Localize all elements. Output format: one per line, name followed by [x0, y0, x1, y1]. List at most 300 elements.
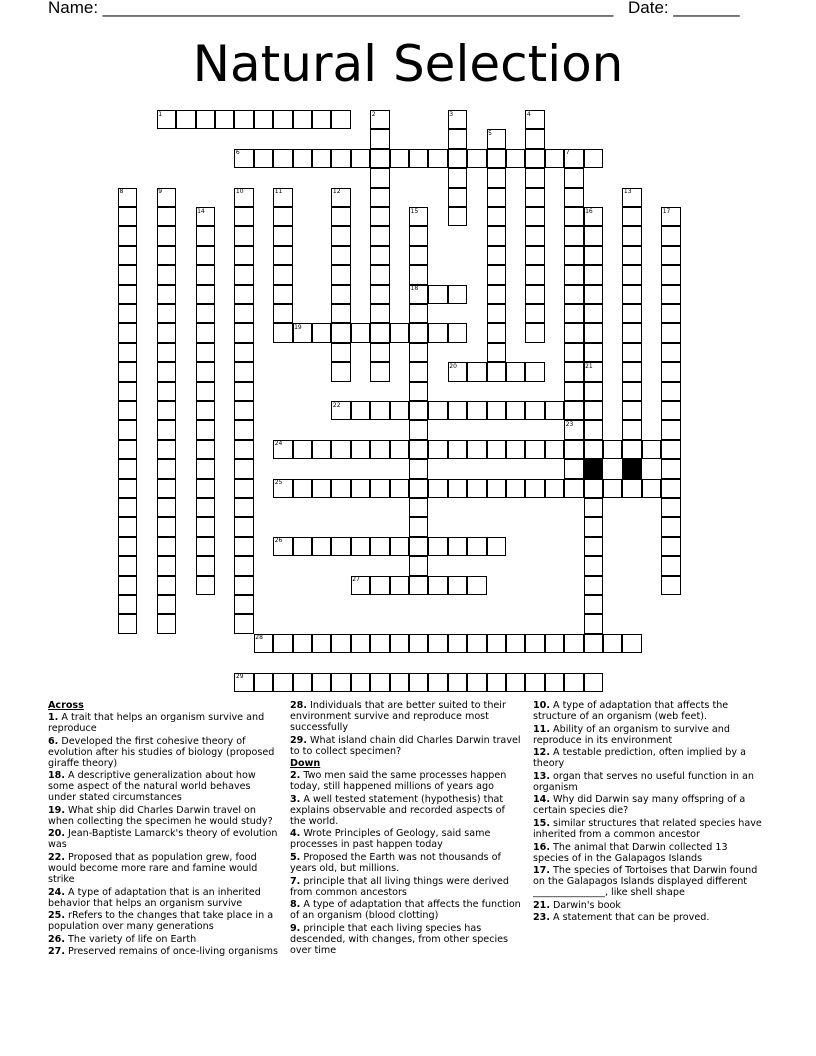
grid-cell[interactable] — [390, 537, 409, 556]
grid-cell[interactable] — [487, 149, 506, 168]
grid-cell[interactable] — [409, 673, 428, 692]
grid-cell[interactable] — [196, 285, 215, 304]
grid-cell[interactable] — [370, 576, 389, 595]
grid-cell[interactable] — [351, 634, 370, 653]
grid-cell[interactable] — [351, 673, 370, 692]
grid-cell[interactable] — [564, 246, 583, 265]
grid-cell[interactable] — [331, 304, 350, 323]
grid-cell[interactable] — [331, 246, 350, 265]
grid-cell[interactable] — [118, 304, 137, 323]
grid-cell[interactable] — [312, 149, 331, 168]
grid-cell[interactable] — [584, 343, 603, 362]
grid-cell[interactable] — [409, 440, 428, 459]
grid-cell[interactable] — [506, 440, 525, 459]
grid-cell[interactable] — [467, 537, 486, 556]
grid-cell[interactable] — [196, 440, 215, 459]
grid-cell[interactable] — [351, 149, 370, 168]
grid-cell[interactable] — [118, 498, 137, 517]
grid-cell[interactable] — [331, 188, 350, 207]
grid-cell[interactable] — [467, 576, 486, 595]
grid-cell[interactable] — [331, 673, 350, 692]
grid-cell[interactable] — [370, 265, 389, 284]
grid-cell[interactable] — [118, 343, 137, 362]
grid-cell[interactable] — [428, 537, 447, 556]
grid-cell[interactable] — [196, 323, 215, 342]
grid-cell[interactable] — [661, 498, 680, 517]
grid-cell[interactable] — [157, 323, 176, 342]
grid-cell[interactable] — [584, 614, 603, 633]
grid-cell[interactable] — [584, 207, 603, 226]
grid-cell[interactable] — [273, 440, 292, 459]
grid-cell[interactable] — [584, 556, 603, 575]
grid-cell[interactable] — [584, 517, 603, 536]
grid-cell[interactable] — [118, 459, 137, 478]
grid-cell[interactable] — [661, 226, 680, 245]
grid-cell[interactable] — [370, 188, 389, 207]
grid-cell[interactable] — [118, 576, 137, 595]
grid-cell[interactable] — [622, 420, 641, 439]
grid-cell[interactable] — [234, 343, 253, 362]
grid-cell[interactable] — [409, 634, 428, 653]
grid-cell[interactable] — [487, 479, 506, 498]
grid-cell[interactable] — [448, 362, 467, 381]
grid-cell[interactable] — [661, 440, 680, 459]
grid-cell[interactable] — [467, 673, 486, 692]
grid-cell[interactable] — [428, 401, 447, 420]
grid-cell[interactable] — [506, 634, 525, 653]
grid-cell[interactable] — [390, 440, 409, 459]
grid-cell[interactable] — [661, 517, 680, 536]
grid-cell[interactable] — [234, 537, 253, 556]
grid-cell[interactable] — [234, 226, 253, 245]
grid-cell[interactable] — [487, 537, 506, 556]
grid-cell[interactable] — [331, 323, 350, 342]
grid-cell[interactable] — [622, 362, 641, 381]
grid-cell[interactable] — [487, 343, 506, 362]
grid-cell[interactable] — [370, 129, 389, 148]
grid-cell[interactable] — [525, 440, 544, 459]
grid-cell[interactable] — [487, 673, 506, 692]
grid-cell[interactable] — [661, 343, 680, 362]
grid-cell[interactable] — [118, 323, 137, 342]
grid-cell[interactable] — [622, 401, 641, 420]
grid-cell[interactable] — [390, 673, 409, 692]
grid-cell[interactable] — [487, 168, 506, 187]
grid-cell[interactable] — [487, 188, 506, 207]
grid-cell[interactable] — [234, 673, 253, 692]
grid-cell[interactable] — [157, 304, 176, 323]
grid-cell[interactable] — [196, 459, 215, 478]
grid-cell[interactable] — [564, 440, 583, 459]
grid-cell[interactable] — [118, 226, 137, 245]
grid-cell[interactable] — [196, 265, 215, 284]
grid-cell[interactable] — [525, 129, 544, 148]
grid-cell[interactable] — [428, 149, 447, 168]
grid-cell[interactable] — [118, 246, 137, 265]
grid-cell[interactable] — [525, 479, 544, 498]
grid-cell[interactable] — [118, 479, 137, 498]
grid-cell[interactable] — [622, 207, 641, 226]
grid-cell[interactable] — [351, 537, 370, 556]
grid-cell[interactable] — [312, 634, 331, 653]
grid-cell[interactable] — [390, 576, 409, 595]
grid-cell[interactable] — [448, 129, 467, 148]
grid-cell[interactable] — [564, 673, 583, 692]
grid-cell[interactable] — [409, 517, 428, 536]
grid-cell[interactable] — [564, 168, 583, 187]
grid-cell[interactable] — [331, 479, 350, 498]
grid-cell[interactable] — [545, 673, 564, 692]
grid-cell[interactable] — [157, 614, 176, 633]
grid-cell[interactable] — [157, 459, 176, 478]
grid-cell[interactable] — [196, 207, 215, 226]
grid-cell[interactable] — [370, 673, 389, 692]
grid-cell[interactable] — [234, 517, 253, 536]
grid-cell[interactable] — [157, 265, 176, 284]
grid-cell[interactable] — [196, 226, 215, 245]
grid-cell[interactable] — [234, 207, 253, 226]
grid-cell[interactable] — [370, 304, 389, 323]
grid-cell[interactable] — [370, 246, 389, 265]
grid-cell[interactable] — [467, 149, 486, 168]
grid-cell[interactable] — [331, 537, 350, 556]
grid-cell[interactable] — [603, 479, 622, 498]
grid-cell[interactable] — [428, 634, 447, 653]
grid-cell[interactable] — [157, 440, 176, 459]
grid-cell[interactable] — [370, 362, 389, 381]
grid-cell[interactable] — [506, 401, 525, 420]
grid-cell[interactable] — [234, 285, 253, 304]
grid-cell[interactable] — [157, 110, 176, 129]
grid-cell[interactable] — [370, 149, 389, 168]
grid-cell[interactable] — [409, 556, 428, 575]
grid-cell[interactable] — [584, 420, 603, 439]
grid-cell[interactable] — [312, 537, 331, 556]
grid-cell[interactable] — [196, 401, 215, 420]
grid-cell[interactable] — [448, 285, 467, 304]
grid-cell[interactable] — [564, 459, 583, 478]
grid-cell[interactable] — [584, 537, 603, 556]
grid-cell[interactable] — [273, 537, 292, 556]
grid-cell[interactable] — [331, 285, 350, 304]
grid-cell[interactable] — [661, 304, 680, 323]
grid-cell[interactable] — [564, 323, 583, 342]
grid-cell[interactable] — [234, 323, 253, 342]
grid-cell[interactable] — [525, 304, 544, 323]
grid-cell[interactable] — [331, 265, 350, 284]
grid-cell[interactable] — [293, 110, 312, 129]
grid-cell[interactable] — [370, 207, 389, 226]
grid-cell[interactable] — [642, 440, 661, 459]
grid-cell[interactable] — [525, 246, 544, 265]
grid-cell[interactable] — [487, 634, 506, 653]
grid-cell[interactable] — [564, 634, 583, 653]
grid-cell[interactable] — [525, 401, 544, 420]
grid-cell[interactable] — [118, 188, 137, 207]
grid-cell[interactable] — [157, 420, 176, 439]
grid-cell[interactable] — [196, 304, 215, 323]
grid-cell[interactable] — [467, 401, 486, 420]
grid-cell[interactable] — [234, 440, 253, 459]
grid-cell[interactable] — [584, 634, 603, 653]
grid-cell[interactable] — [273, 323, 292, 342]
grid-cell[interactable] — [118, 556, 137, 575]
grid-cell[interactable] — [622, 188, 641, 207]
grid-cell[interactable] — [661, 420, 680, 439]
grid-cell[interactable] — [118, 265, 137, 284]
grid-cell[interactable] — [118, 362, 137, 381]
grid-cell[interactable] — [196, 556, 215, 575]
name-field-label[interactable]: Name: ______________________________________________________ — [48, 0, 614, 17]
grid-cell[interactable] — [409, 537, 428, 556]
grid-cell[interactable] — [487, 246, 506, 265]
grid-cell[interactable] — [157, 362, 176, 381]
grid-cell[interactable] — [622, 285, 641, 304]
grid-cell[interactable] — [487, 265, 506, 284]
grid-cell[interactable] — [448, 537, 467, 556]
grid-cell[interactable] — [293, 323, 312, 342]
grid-cell[interactable] — [409, 207, 428, 226]
grid-cell[interactable] — [564, 479, 583, 498]
grid-cell[interactable] — [157, 576, 176, 595]
grid-cell[interactable] — [564, 401, 583, 420]
grid-cell[interactable] — [525, 285, 544, 304]
grid-cell[interactable] — [545, 479, 564, 498]
grid-cell[interactable] — [409, 304, 428, 323]
grid-cell[interactable] — [448, 207, 467, 226]
grid-cell[interactable] — [448, 110, 467, 129]
grid-cell[interactable] — [234, 246, 253, 265]
grid-cell[interactable] — [525, 673, 544, 692]
grid-cell[interactable] — [622, 479, 641, 498]
grid-cell[interactable] — [467, 634, 486, 653]
grid-cell[interactable] — [254, 149, 273, 168]
grid-cell[interactable] — [234, 420, 253, 439]
grid-cell[interactable] — [448, 576, 467, 595]
grid-cell[interactable] — [584, 673, 603, 692]
grid-cell[interactable] — [351, 576, 370, 595]
grid-cell[interactable] — [584, 401, 603, 420]
grid-cell[interactable] — [487, 401, 506, 420]
grid-cell[interactable] — [234, 265, 253, 284]
grid-cell[interactable] — [351, 479, 370, 498]
grid-cell[interactable] — [234, 498, 253, 517]
grid-cell[interactable] — [351, 401, 370, 420]
grid-cell[interactable] — [293, 673, 312, 692]
grid-cell[interactable] — [390, 149, 409, 168]
grid-cell[interactable] — [118, 207, 137, 226]
grid-cell[interactable] — [273, 265, 292, 284]
grid-cell[interactable] — [448, 168, 467, 187]
grid-cell[interactable] — [584, 323, 603, 342]
grid-cell[interactable] — [428, 673, 447, 692]
grid-cell[interactable] — [118, 517, 137, 536]
grid-cell[interactable] — [234, 362, 253, 381]
grid-cell[interactable] — [273, 673, 292, 692]
grid-cell[interactable] — [157, 382, 176, 401]
grid-cell[interactable] — [118, 614, 137, 633]
grid-cell[interactable] — [409, 382, 428, 401]
grid-cell[interactable] — [564, 207, 583, 226]
grid-cell[interactable] — [312, 323, 331, 342]
grid-cell[interactable] — [196, 246, 215, 265]
grid-cell[interactable] — [351, 440, 370, 459]
grid-cell[interactable] — [234, 401, 253, 420]
grid-cell[interactable] — [157, 401, 176, 420]
grid-cell[interactable] — [273, 634, 292, 653]
grid-cell[interactable] — [564, 265, 583, 284]
grid-cell[interactable] — [409, 323, 428, 342]
grid-cell[interactable] — [118, 537, 137, 556]
grid-cell[interactable] — [545, 440, 564, 459]
grid-cell[interactable] — [196, 517, 215, 536]
grid-cell[interactable] — [409, 420, 428, 439]
grid-cell[interactable] — [409, 246, 428, 265]
grid-cell[interactable] — [661, 576, 680, 595]
grid-cell[interactable] — [409, 401, 428, 420]
grid-cell[interactable] — [584, 265, 603, 284]
grid-cell[interactable] — [196, 537, 215, 556]
grid-cell[interactable] — [448, 149, 467, 168]
grid-cell[interactable] — [661, 265, 680, 284]
grid-cell[interactable] — [234, 576, 253, 595]
grid-cell[interactable] — [584, 576, 603, 595]
grid-cell[interactable] — [273, 285, 292, 304]
grid-cell[interactable] — [622, 323, 641, 342]
date-field-label[interactable]: Date: _______ — [628, 0, 740, 17]
grid-cell[interactable] — [525, 323, 544, 342]
grid-cell[interactable] — [487, 323, 506, 342]
grid-cell[interactable] — [370, 226, 389, 245]
grid-cell[interactable] — [525, 226, 544, 245]
grid-cell[interactable] — [196, 382, 215, 401]
grid-cell[interactable] — [448, 673, 467, 692]
grid-cell[interactable] — [428, 576, 447, 595]
grid-cell[interactable] — [603, 440, 622, 459]
grid-cell[interactable] — [506, 673, 525, 692]
grid-cell[interactable] — [234, 149, 253, 168]
grid-cell[interactable] — [118, 401, 137, 420]
grid-cell[interactable] — [487, 285, 506, 304]
grid-cell[interactable] — [622, 265, 641, 284]
grid-cell[interactable] — [409, 265, 428, 284]
grid-cell[interactable] — [467, 362, 486, 381]
grid-cell[interactable] — [661, 323, 680, 342]
grid-cell[interactable] — [157, 188, 176, 207]
grid-cell[interactable] — [584, 479, 603, 498]
grid-cell[interactable] — [661, 285, 680, 304]
grid-cell[interactable] — [545, 634, 564, 653]
grid-cell[interactable] — [312, 440, 331, 459]
grid-cell[interactable] — [196, 576, 215, 595]
grid-cell[interactable] — [487, 207, 506, 226]
grid-cell[interactable] — [331, 226, 350, 245]
grid-cell[interactable] — [118, 440, 137, 459]
grid-cell[interactable] — [584, 595, 603, 614]
grid-cell[interactable] — [409, 498, 428, 517]
grid-cell[interactable] — [487, 129, 506, 148]
grid-cell[interactable] — [331, 440, 350, 459]
grid-cell[interactable] — [487, 226, 506, 245]
grid-cell[interactable] — [370, 634, 389, 653]
grid-cell[interactable] — [273, 207, 292, 226]
grid-cell[interactable] — [525, 265, 544, 284]
grid-cell[interactable] — [312, 479, 331, 498]
grid-cell[interactable] — [409, 479, 428, 498]
grid-cell[interactable] — [642, 479, 661, 498]
grid-cell[interactable] — [661, 556, 680, 575]
grid-cell[interactable] — [448, 188, 467, 207]
grid-cell[interactable] — [118, 420, 137, 439]
grid-cell[interactable] — [312, 110, 331, 129]
grid-cell[interactable] — [564, 149, 583, 168]
grid-cell[interactable] — [331, 149, 350, 168]
grid-cell[interactable] — [525, 634, 544, 653]
grid-cell[interactable] — [118, 595, 137, 614]
grid-cell[interactable] — [234, 459, 253, 478]
grid-cell[interactable] — [487, 304, 506, 323]
grid-cell[interactable] — [622, 304, 641, 323]
grid-cell[interactable] — [196, 498, 215, 517]
grid-cell[interactable] — [448, 479, 467, 498]
grid-cell[interactable] — [370, 537, 389, 556]
grid-cell[interactable] — [564, 285, 583, 304]
grid-cell[interactable] — [273, 226, 292, 245]
grid-cell[interactable] — [254, 673, 273, 692]
grid-cell[interactable] — [234, 556, 253, 575]
grid-cell[interactable] — [118, 382, 137, 401]
grid-cell[interactable] — [234, 595, 253, 614]
grid-cell[interactable] — [409, 343, 428, 362]
grid-cell[interactable] — [273, 479, 292, 498]
grid-cell[interactable] — [390, 634, 409, 653]
grid-cell[interactable] — [564, 382, 583, 401]
grid-cell[interactable] — [545, 401, 564, 420]
grid-cell[interactable] — [661, 537, 680, 556]
grid-cell[interactable] — [234, 304, 253, 323]
grid-cell[interactable] — [545, 149, 564, 168]
grid-cell[interactable] — [234, 188, 253, 207]
grid-cell[interactable] — [661, 246, 680, 265]
grid-cell[interactable] — [370, 401, 389, 420]
grid-cell[interactable] — [118, 285, 137, 304]
grid-cell[interactable] — [622, 382, 641, 401]
grid-cell[interactable] — [293, 479, 312, 498]
grid-cell[interactable] — [273, 246, 292, 265]
grid-cell[interactable] — [157, 517, 176, 536]
grid-cell[interactable] — [622, 440, 641, 459]
grid-cell[interactable] — [428, 440, 447, 459]
grid-cell[interactable] — [564, 188, 583, 207]
grid-cell[interactable] — [234, 479, 253, 498]
grid-cell[interactable] — [525, 168, 544, 187]
grid-cell[interactable] — [157, 343, 176, 362]
grid-cell[interactable] — [351, 323, 370, 342]
grid-cell[interactable] — [661, 382, 680, 401]
grid-cell[interactable] — [370, 110, 389, 129]
grid-cell[interactable] — [564, 362, 583, 381]
grid-cell[interactable] — [293, 149, 312, 168]
grid-cell[interactable] — [467, 440, 486, 459]
grid-cell[interactable] — [661, 459, 680, 478]
grid-cell[interactable] — [584, 382, 603, 401]
grid-cell[interactable] — [157, 285, 176, 304]
grid-cell[interactable] — [584, 304, 603, 323]
grid-cell[interactable] — [584, 440, 603, 459]
grid-cell[interactable] — [428, 323, 447, 342]
grid-cell[interactable] — [428, 479, 447, 498]
grid-cell[interactable] — [661, 362, 680, 381]
